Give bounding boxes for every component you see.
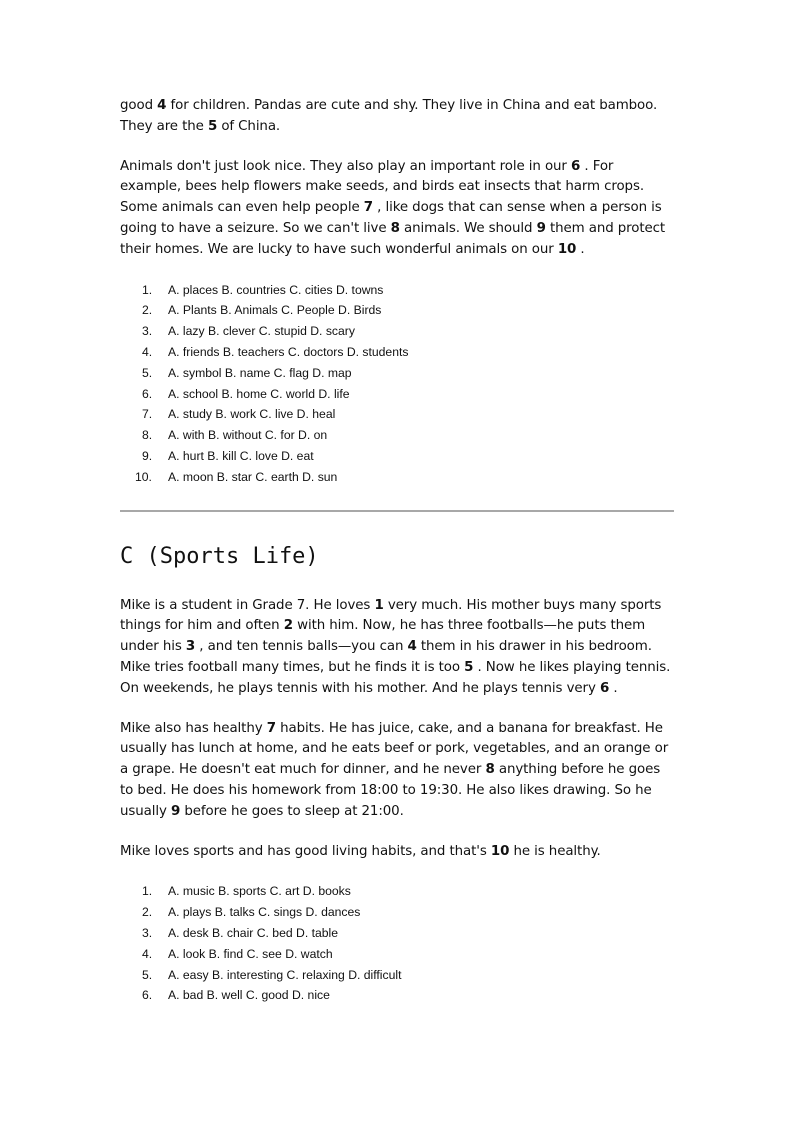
blank-number: 3 [185, 639, 196, 655]
options-list [120, 280, 676, 488]
blank-number: 6 [599, 680, 610, 696]
option-item [120, 965, 676, 986]
option-item [120, 363, 676, 384]
option-text: A. desk B. chair C. bed D. table [168, 925, 339, 940]
option-number: 1. [142, 884, 153, 899]
option-item [120, 342, 676, 363]
option-text: A. bad B. well C. good D. nice [168, 988, 330, 1003]
option-number: 4. [142, 946, 153, 961]
blank-number: 4 [407, 639, 417, 655]
option-text: A. music B. sports C. art D. books [168, 884, 351, 899]
section-divider [120, 510, 674, 512]
blank-number: 5 [207, 118, 218, 134]
option-text: A. Plants B. Animals C. People D. Birds [168, 303, 382, 318]
option-number: 5. [142, 365, 153, 380]
option-item [120, 404, 676, 425]
option-text: A. school B. home C. world D. life [168, 386, 350, 401]
paragraph: Mike is a student in Grade 7. He loves 1 very much. His mother buys many sports things for him and often 2 with him. Now, he has three footballs—he puts them under his 3 , and ten tennis balls—you can 4 them in his drawer in his bedroom. Mike tries football many times, but he finds it is too 5 . Now he likes playing tennis. On weekends, he plays tennis with his mother. And he plays tennis very 6 . [120, 597, 671, 696]
option-item [120, 321, 676, 342]
option-item [120, 923, 676, 944]
option-text: A. hurt B. kill C. love D. eat [168, 448, 314, 463]
option-number: 6. [142, 386, 153, 401]
blank-number: 5 [464, 659, 474, 675]
option-item [120, 384, 676, 405]
option-item [120, 280, 676, 301]
paragraph: Animals don't just look nice. They also play an important role in our 6 . For example, bees help flowers make seeds, and birds eat insects that harm crops. Some animals can even help people 7 , like dogs that can sense when a person is going to have a seizure. So we can't live 8 animals. We should 9 them and protect their homes. We are lucky to have such wonderful animals on our 10 . [120, 158, 666, 257]
option-number: 9. [142, 448, 153, 463]
options-list [120, 881, 676, 1006]
option-text: A. study B. work C. live D. heal [168, 407, 336, 422]
blank-number: 7 [363, 200, 373, 216]
option-item [120, 300, 676, 321]
option-number: 1. [142, 282, 153, 297]
section-title: C (Sports Life) [120, 543, 319, 569]
option-text: A. friends B. teachers C. doctors D. students [168, 344, 409, 359]
option-number: 2. [142, 303, 153, 318]
passage-c [120, 543, 676, 1007]
passage-b [120, 96, 676, 488]
option-item [120, 944, 676, 965]
blank-number: 10 [490, 843, 510, 859]
option-item [120, 985, 676, 1006]
option-text: A. symbol B. name C. flag D. map [168, 365, 352, 380]
option-item [120, 425, 676, 446]
option-item [120, 446, 676, 467]
blank-number: 4 [157, 98, 167, 113]
blank-number: 1 [374, 597, 384, 613]
blank-number: 10 [557, 241, 577, 257]
paragraph: Mike also has healthy 7 habits. He has juice, cake, and a banana for breakfast. He usually has lunch at home, and he eats beef or pork, vegetables, and an orange or a grape. He doesn't eat much for dinner, and he never 8 anything before he goes to bed. He does his homework from 18:00 to 19:30. He also likes drawing. So he usually 9 before he goes to sleep at 21:00. [120, 720, 669, 819]
option-number: 5. [142, 967, 153, 982]
paragraph: good 4 for children. Pandas are cute and shy. They live in China and eat bamboo. They are the 5 of China. [120, 98, 658, 134]
option-number: 2. [142, 905, 153, 920]
option-number: 3. [142, 925, 153, 940]
blank-number: 7 [266, 720, 276, 736]
blank-number: 6 [571, 158, 581, 174]
option-text: A. places B. countries C. cities D. towns [168, 282, 384, 297]
blank-number: 8 [485, 762, 495, 778]
option-item [120, 902, 676, 923]
option-number: 4. [142, 344, 153, 359]
blank-number: 2 [283, 618, 293, 634]
option-number: 3. [142, 324, 153, 339]
option-text: A. easy B. interesting C. relaxing D. difficult [168, 967, 402, 982]
option-number: 10. [135, 469, 152, 484]
paragraph: Mike loves sports and has good living habits, and that's 10 he is healthy. [120, 843, 601, 859]
option-text: A. moon B. star C. earth D. sun [168, 469, 338, 484]
blank-number: 9 [170, 803, 181, 819]
option-text: A. with B. without C. for D. on [168, 428, 328, 443]
option-item [120, 881, 676, 902]
option-number: 8. [142, 428, 153, 443]
document-page [120, 96, 676, 1006]
blank-number: 9 [536, 220, 546, 236]
option-text: A. look B. find C. see D. watch [168, 946, 333, 961]
option-text: A. lazy B. clever C. stupid D. scary [168, 324, 355, 339]
option-number: 7. [142, 407, 153, 422]
option-number: 6. [142, 988, 153, 1003]
blank-number: 8 [390, 220, 400, 236]
option-text: A. plays B. talks C. sings D. dances [168, 905, 361, 920]
option-item [120, 467, 676, 488]
